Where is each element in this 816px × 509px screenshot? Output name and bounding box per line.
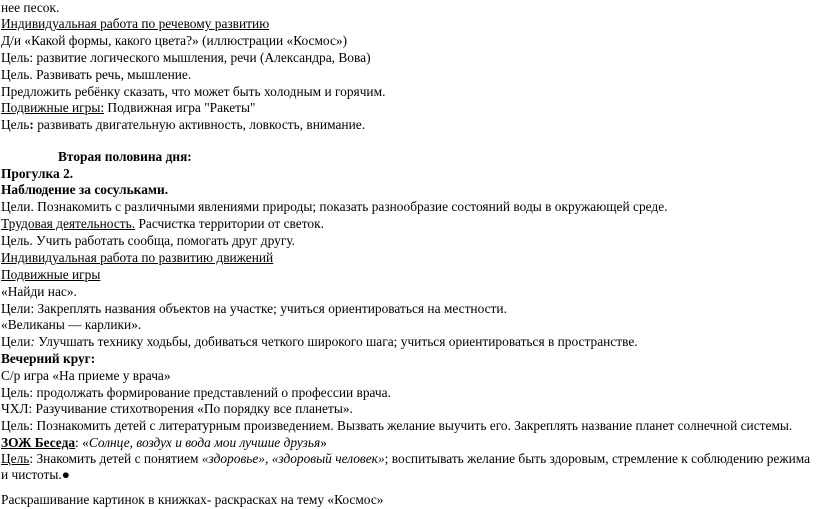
text-line: Цель: Познакомить детей с литературным произведением. Вызвать желание выучить его. Закреплять название планет солнечной системы. (1, 418, 793, 434)
text-line: «Найди нас». (1, 283, 77, 299)
text-line: Раскрашивание картинок в книжках- раскрасках на тему «Космос» (1, 492, 384, 507)
text-line (1, 100, 256, 116)
section-heading: Индивидуальная работа по речевому развитию (1, 16, 270, 32)
text: и чистоты. (1, 467, 62, 483)
text-line: Цели. Познакомить с различными явлениями природы; показать разнообразие состояний воды в окружающей среде. (1, 198, 668, 214)
colon: : (30, 333, 35, 349)
term: «здоровье» (201, 451, 265, 467)
text-line: нее песок. (1, 0, 60, 15)
quote: Солнце, воздух и вода мои лучшие друзья (88, 435, 321, 451)
text: Улучшать технику ходьбы, добиваться четкого широкого шага; учиться ориентироваться в пространстве. (34, 333, 638, 349)
text-line: С/р игра «На приеме у врача» (1, 368, 171, 384)
section-title: Вторая половина дня: (58, 148, 192, 164)
text-line: Д/и «Какой формы, какого цвета?» (иллюстрации «Космос») (1, 33, 348, 49)
text-line (1, 435, 327, 451)
text: ; воспитывать желание быть здоровым, стремление к соблюдению режима (384, 451, 811, 467)
text-line: Цель. Развивать речь, мышление. (1, 67, 192, 83)
label: Трудовая деятельность. (1, 215, 136, 231)
label: ЗОЖ Беседа (1, 435, 76, 451)
section-heading: Индивидуальная работа по развитию движений (1, 249, 274, 265)
label: Цели (1, 333, 31, 349)
text-line: Цели: Закреплять названия объектов на участке; учиться ориентироваться на местности. (1, 300, 507, 316)
text-line (1, 216, 324, 232)
text-line: ЧХЛ: Разучивание стихотворения «По порядку все планеты». (1, 401, 353, 417)
text-line: «Великаны — карлики». (1, 316, 142, 332)
label: Цель (1, 451, 30, 467)
text: , (265, 451, 272, 467)
text-line (1, 467, 70, 483)
subsection-title: Наблюдение за сосульками. (1, 181, 169, 197)
term: «здоровый человек» (271, 451, 385, 467)
colon: : (29, 117, 34, 133)
text-line: Цель: продолжать формирование представлений о профессии врача. (1, 385, 391, 401)
text: развивать двигательную активность, ловкость, внимание. (33, 117, 366, 133)
section-heading: Подвижные игры (1, 266, 101, 282)
subsection-title: Вечерний круг: (1, 351, 96, 367)
text-line (1, 117, 365, 133)
text: : « (75, 435, 89, 451)
text-line (1, 451, 810, 467)
label: Цель (1, 117, 30, 133)
text-line: Цель. Учить работать сообща, помогать друг другу. (1, 232, 296, 248)
text-line: Предложить ребёнку сказать, что может быть холодным и горячим. (1, 84, 386, 100)
text-line: Цель: развитие логического мышления, речи (Александра, Вова) (1, 50, 371, 66)
text: : Знакомить детей с понятием (29, 451, 202, 467)
text: Расчистка территории от светок. (135, 215, 324, 231)
label: Подвижные игры: (1, 100, 105, 116)
text-line (1, 334, 638, 350)
text: Подвижная игра "Ракеты" (104, 100, 256, 116)
text: » (320, 435, 327, 451)
subsection-title: Прогулка 2. (1, 165, 74, 181)
bullet-icon: ● (61, 467, 70, 483)
